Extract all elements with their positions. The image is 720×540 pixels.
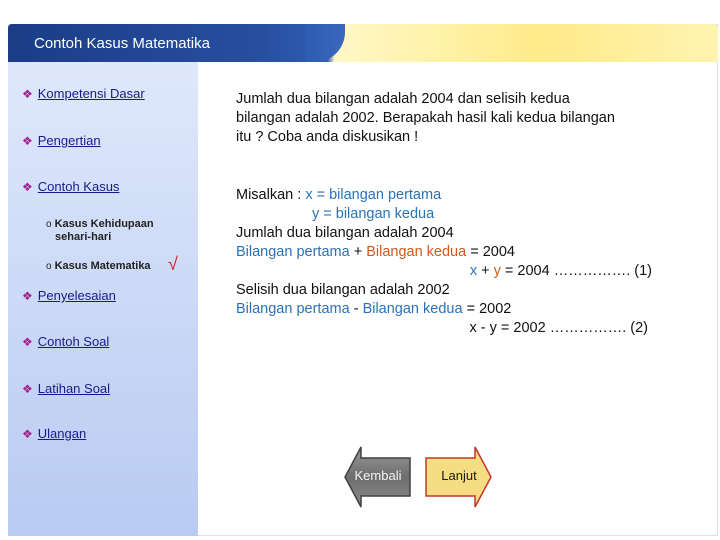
menu-item-contoh-soal[interactable] [22, 334, 109, 349]
diamond-bullet-icon: ❖ [22, 426, 33, 441]
menu-item-label: Pengertian [37, 133, 101, 148]
sub-item-label-line2: sehari-hari [55, 231, 112, 243]
menu-item-kompetensi-dasar[interactable] [22, 86, 145, 101]
sub-item-kasus-kehidupan[interactable] [46, 218, 154, 244]
menu-item-pengertian[interactable] [22, 133, 101, 148]
menu-item-latihan-soal[interactable] [22, 381, 110, 396]
text-line: Jumlah dua bilangan adalah 2004 [236, 225, 454, 241]
sub-bullet: o [46, 261, 52, 272]
back-button-label: Kembali [354, 468, 402, 483]
text-line: bilangan adalah 2002. Berapakah hasil kali kedua bilangan [236, 110, 615, 126]
menu-item-label: Ulangan [37, 426, 87, 441]
menu-item-ulangan[interactable] [22, 426, 86, 441]
text-line: Bilangan pertama + Bilangan kedua = 2004 [236, 244, 515, 260]
text-line: x + y = 2004 ……………. (1) [469, 263, 652, 279]
sub-bullet: o [46, 219, 52, 230]
text-line: Misalkan : x = bilangan pertama [236, 187, 442, 203]
diamond-bullet-icon: ❖ [22, 334, 33, 349]
menu-item-penyelesaian[interactable] [22, 288, 116, 303]
menu-item-label: Latihan Soal [37, 381, 111, 396]
menu-item-label: Contoh Soal [37, 334, 110, 349]
diamond-bullet-icon: ❖ [22, 381, 33, 396]
problem-statement [236, 90, 615, 147]
text-line: itu ? Coba anda diskusikan ! [236, 129, 419, 145]
menu-item-label: Contoh Kasus [37, 179, 120, 194]
back-button[interactable] [343, 446, 413, 508]
text-line: Jumlah dua bilangan adalah 2004 dan selisih kedua [236, 91, 570, 107]
solution-steps [236, 186, 656, 338]
diamond-bullet-icon: ❖ [22, 86, 33, 101]
text-line: x - y = 2002 ……………. (2) [469, 320, 648, 336]
sub-item-kasus-matematika[interactable] [46, 260, 151, 273]
text-line: Selisih dua bilangan adalah 2002 [236, 282, 450, 298]
menu-item-label: Kompetensi Dasar [37, 86, 145, 101]
text-line: y = bilangan kedua [312, 206, 435, 222]
next-button[interactable] [425, 446, 493, 508]
diamond-bullet-icon: ❖ [22, 288, 33, 303]
menu-item-contoh-kasus[interactable] [22, 179, 119, 194]
page-title: Contoh Kasus Matematika [34, 35, 210, 52]
text-line: Bilangan pertama - Bilangan kedua = 2002 [236, 301, 512, 317]
diamond-bullet-icon: ❖ [22, 179, 33, 194]
sub-item-label: Kasus Matematika [54, 260, 151, 272]
next-button-label: Lanjut [441, 468, 477, 483]
diamond-bullet-icon: ❖ [22, 133, 33, 148]
menu-item-label: Penyelesaian [37, 288, 116, 303]
sub-item-label: Kasus Kehidupaan [54, 218, 154, 230]
checkmark-icon: √ [168, 254, 178, 274]
